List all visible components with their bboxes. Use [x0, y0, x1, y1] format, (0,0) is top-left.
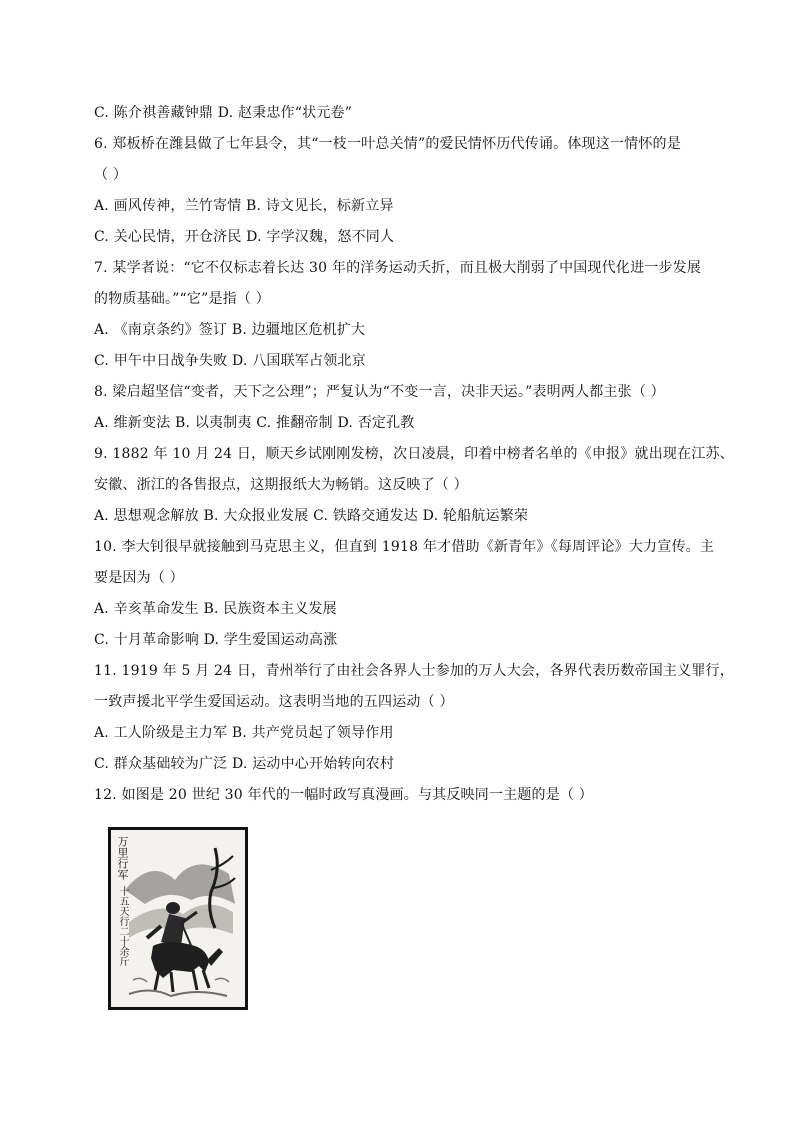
q10-options-cd: C. 十月革命影响 D. 学生爱国运动高涨	[94, 632, 338, 648]
q6-stem: 6. 郑板桥在潍县做了七年县令，其“一枝一叶总关情”的爱民情怀历代传诵。体现这一情怀的是	[94, 136, 681, 152]
q11-stem: 11. 1919 年 5 月 24 日，青州举行了由社会各界人士参加的万人大会，各界代表历数帝国主义罪行，	[94, 663, 734, 679]
cartoon-caption-right: 十五天行二十余斤	[117, 886, 128, 966]
q12-stem: 12. 如图是 20 世纪 30 年代的一幅时政写真漫画。与其反映同一主题的是（ ）	[94, 787, 593, 803]
q7-stem: 7. 某学者说：“它不仅标志着长达 30 年的洋务运动夭折，而且极大削弱了中国现代化进一步发展	[94, 260, 702, 276]
cartoon-illustration	[111, 830, 245, 1007]
q8-options: A. 维新变法 B. 以夷制夷 C. 推翻帝制 D. 否定孔教	[94, 415, 415, 431]
q7-stem-cont: 的物质基础。”“它”是指（ ）	[94, 291, 270, 307]
q10-stem: 10. 李大钊很早就接触到马克思主义，但直到 1918 年才借助《新青年》《每周评论》大力宣传。主	[94, 539, 715, 555]
political-cartoon-image	[108, 827, 248, 1010]
q11-options-cd: C. 群众基础较为广泛 D. 运动中心开始转向农村	[94, 756, 395, 772]
q9-stem-cont: 安徽、浙江的各售报点，这期报纸大为畅销。这反映了（ ）	[94, 477, 468, 493]
q6-options-cd: C. 关心民情，开仓济民 D. 字学汉魏，怒不同人	[94, 229, 395, 245]
q6-options-ab: A. 画风传神，兰竹寄情 B. 诗文见长，标新立异	[94, 198, 394, 214]
q9-stem: 9. 1882 年 10 月 24 日，顺天乡试刚刚发榜，次日凌晨，印着中榜者名单的《申报》就出现在江苏、	[94, 446, 734, 462]
q10-stem-cont: 要是因为（ ）	[94, 570, 184, 586]
q11-options-ab: A. 工人阶级是主力军 B. 共产党员起了领导作用	[94, 725, 394, 741]
q10-options-ab: A. 辛亥革命发生 B. 民族资本主义发展	[94, 601, 337, 617]
q11-stem-cont: 一致声援北平学生爱国运动。这表明当地的五四运动（ ）	[94, 694, 454, 710]
q8-stem: 8. 梁启超坚信“变者，天下之公理”；严复认为“不变一言，决非天运。”表明两人都主张（ ）	[94, 384, 665, 400]
q5-options-cd: C. 陈介祺善藏钟鼎 D. 赵秉忠作“状元卷”	[94, 105, 353, 121]
q7-options-cd: C. 甲午中日战争失败 D. 八国联军占领北京	[94, 353, 366, 369]
q9-options: A. 思想观念解放 B. 大众报业发展 C. 铁路交通发达 D. 轮船航运繁荣	[94, 508, 529, 524]
q7-options-ab: A. 《南京条约》签订 B. 边疆地区危机扩大	[94, 322, 366, 338]
q6-answer-blank: （ ）	[94, 167, 128, 183]
cartoon-caption-left: 万里行军	[116, 836, 129, 880]
